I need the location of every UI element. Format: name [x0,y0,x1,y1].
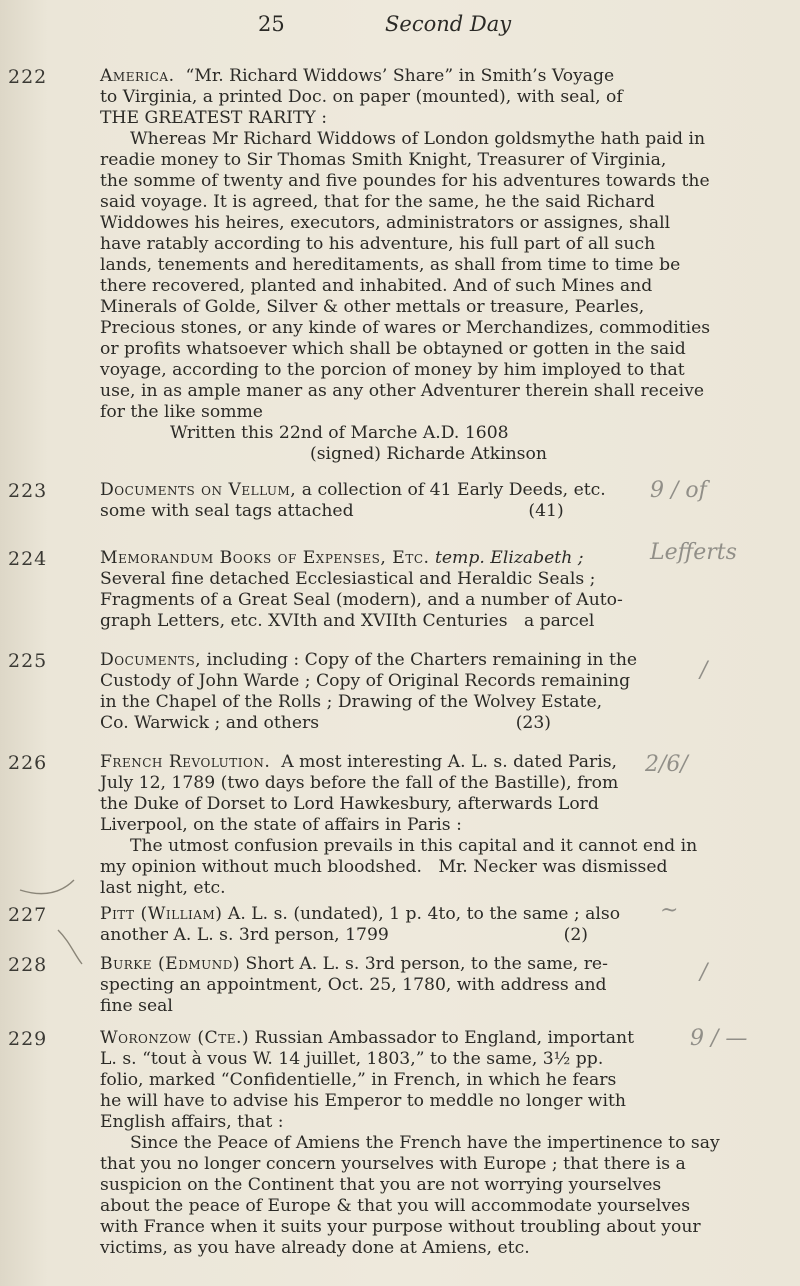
quote-line: my opinion without much bloodshed. Mr. Necker was dismissed [100,857,668,877]
quote-line: Widdowes his heires, executors, administrators or assignes, shall [100,213,671,233]
lot-number: 225 [8,650,48,672]
pencil-annotation: 9 / of [650,478,707,503]
lot-number: 222 [8,66,48,88]
quote-line: Since the Peace of Amiens the French have the impertinence to say [130,1133,720,1153]
lot-227 [0,904,720,946]
paper-tear-mark [0,870,100,990]
running-title: Second Day [385,12,512,36]
lot-number: 223 [8,480,48,502]
lot-title: Documents on Vellum, [100,480,297,500]
quote-line: for the like somme [100,402,263,422]
lot-line: the Duke of Dorset to Lord Hawkesbury, afterwards Lord [100,794,599,814]
lot-line: including : Copy of the Charters remaining in the [206,650,638,670]
lot-line: L. s. “tout à vous W. 14 juillet, 1803,” to the same, 3½ pp. [100,1049,604,1069]
lot-line: Co. Warwick ; and others (23) [100,713,552,733]
quote-line: last night, etc. [100,878,226,898]
lot-line: Several fine detached Ecclesiastical and Heraldic Seals ; [100,569,596,589]
lot-line: specting an appointment, Oct. 25, 1780, with address and [100,975,607,995]
quote-line: The utmost confusion prevails in this capital and it cannot end in [130,836,698,856]
signature-line: (signed) Richarde Atkinson [310,444,547,464]
lot-number: 228 [8,954,48,976]
pencil-annotation: ~ [660,898,679,923]
lot-line: Liverpool, on the state of affairs in Paris : [100,815,462,835]
lot-line: “Mr. Richard Widdows’ Share” in Smith’s Voyage [185,66,615,86]
lot-line: in the Chapel of the Rolls ; Drawing of the Wolvey Estate, [100,692,603,712]
lot-line: he will have to advise his Emperor to meddle no longer with [100,1091,626,1111]
lot-number: 224 [8,548,48,570]
lot-229 [0,1028,720,1259]
lot-225 [0,650,720,734]
lot-number: 229 [8,1028,48,1050]
quote-line: said voyage. It is agreed, that for the same, he the said Richard [100,192,655,212]
lot-line: folio, marked “Confidentielle,” in French, in which he fears [100,1070,617,1090]
quote-line: or profits whatsoever which shall be obtayned or gotten in the said [100,339,686,359]
lot-line: English affairs, that : [100,1112,284,1132]
quote-line: Minerals of Golde, Silver & other mettals or treasure, Pearles, [100,297,645,317]
quote-line: suspicion on the Continent that you are not worrying yourselves [100,1175,662,1195]
lot-223 [0,480,720,522]
quote-line: have ratably according to his adventure, his full part of all such [100,234,656,254]
lot-title: Burke (Edmund) [100,954,241,974]
quote-line: voyage, according to the porcion of money by him imployed to that [100,360,685,380]
quote-line: with France when it suits your purpose without troubling about your [100,1217,701,1237]
lot-line: some with seal tags attached (41) [100,501,564,521]
lot-line: July 12, 1789 (two days before the fall of the Bastille), from [100,773,619,793]
lot-title: America. [100,66,175,86]
pencil-annotation: 9 / — [690,1026,748,1051]
quote-line: readie money to Sir Thomas Smith Knight, Treasurer of Virginia, [100,150,667,170]
lot-number: 227 [8,904,48,926]
lot-title: Documents, [100,650,202,670]
written-date: Written this 22nd of Marche A.D. 1608 [170,423,509,443]
lot-226 [0,752,720,899]
quote-line: victims, as you have already done at Amiens, etc. [100,1238,530,1258]
lot-title: Woronzow (Cte.) [100,1028,250,1048]
quote-line: Whereas Mr Richard Widdows of London goldsmythe hath paid in [130,129,706,149]
lot-line: Russian Ambassador to England, important [254,1028,634,1048]
lot-line: Short A. L. s. 3rd person, to the same, re- [245,954,608,974]
pencil-annotation: / [700,960,708,985]
quote-line: use, in as ample maner as any other Adventurer therein shall receive [100,381,705,401]
lot-line: graph Letters, etc. XVIth and XVIIth Centuries a parcel [100,611,595,631]
lot-line: fine seal [100,996,173,1016]
quote-line: there recovered, planted and inhabited. And of such Mines and [100,276,653,296]
lot-line: A. L. s. (undated), 1 p. 4to, to the same ; also [227,904,621,924]
quote-line: Precious stones, or any kinde of wares or Merchandizes, commodities [100,318,711,338]
page-number: 25 [258,12,285,36]
pencil-annotation: 2/6/ [645,752,688,777]
lot-line: a collection of 41 Early Deeds, etc. [301,480,606,500]
lot-222 [0,66,720,465]
quote-line: that you no longer concern yourselves with Europe ; that there is a [100,1154,686,1174]
quote-line: the somme of twenty and five poundes for his adventures towards the [100,171,710,191]
lot-line: temp. Elizabeth ; [434,548,584,568]
lot-title: Pitt (William) [100,904,223,924]
pencil-annotation: Lefferts [650,540,737,565]
lot-line: THE GREATEST RARITY : [100,108,328,128]
lot-line: Fragments of a Great Seal (modern), and a number of Auto- [100,590,623,610]
lot-line: another A. L. s. 3rd person, 1799 (2) [100,925,589,945]
page-header [0,12,800,42]
lot-line: A most interesting A. L. s. dated Paris, [281,752,617,772]
lot-228 [0,954,720,1017]
quote-line: about the peace of Europe & that you will accommodate yourselves [100,1196,691,1216]
quote-line: lands, tenements and hereditaments, as shall from time to time be [100,255,681,275]
lot-title: Memorandum Books of Expenses, Etc. [100,548,430,568]
lot-line: to Virginia, a printed Doc. on paper (mounted), with seal, of [100,87,623,107]
lot-number: 226 [8,752,48,774]
pencil-annotation: / [700,658,708,683]
lot-224 [0,548,720,632]
lot-title: French Revolution. [100,752,271,772]
lot-line: Custody of John Warde ; Copy of Original Records remaining [100,671,631,691]
